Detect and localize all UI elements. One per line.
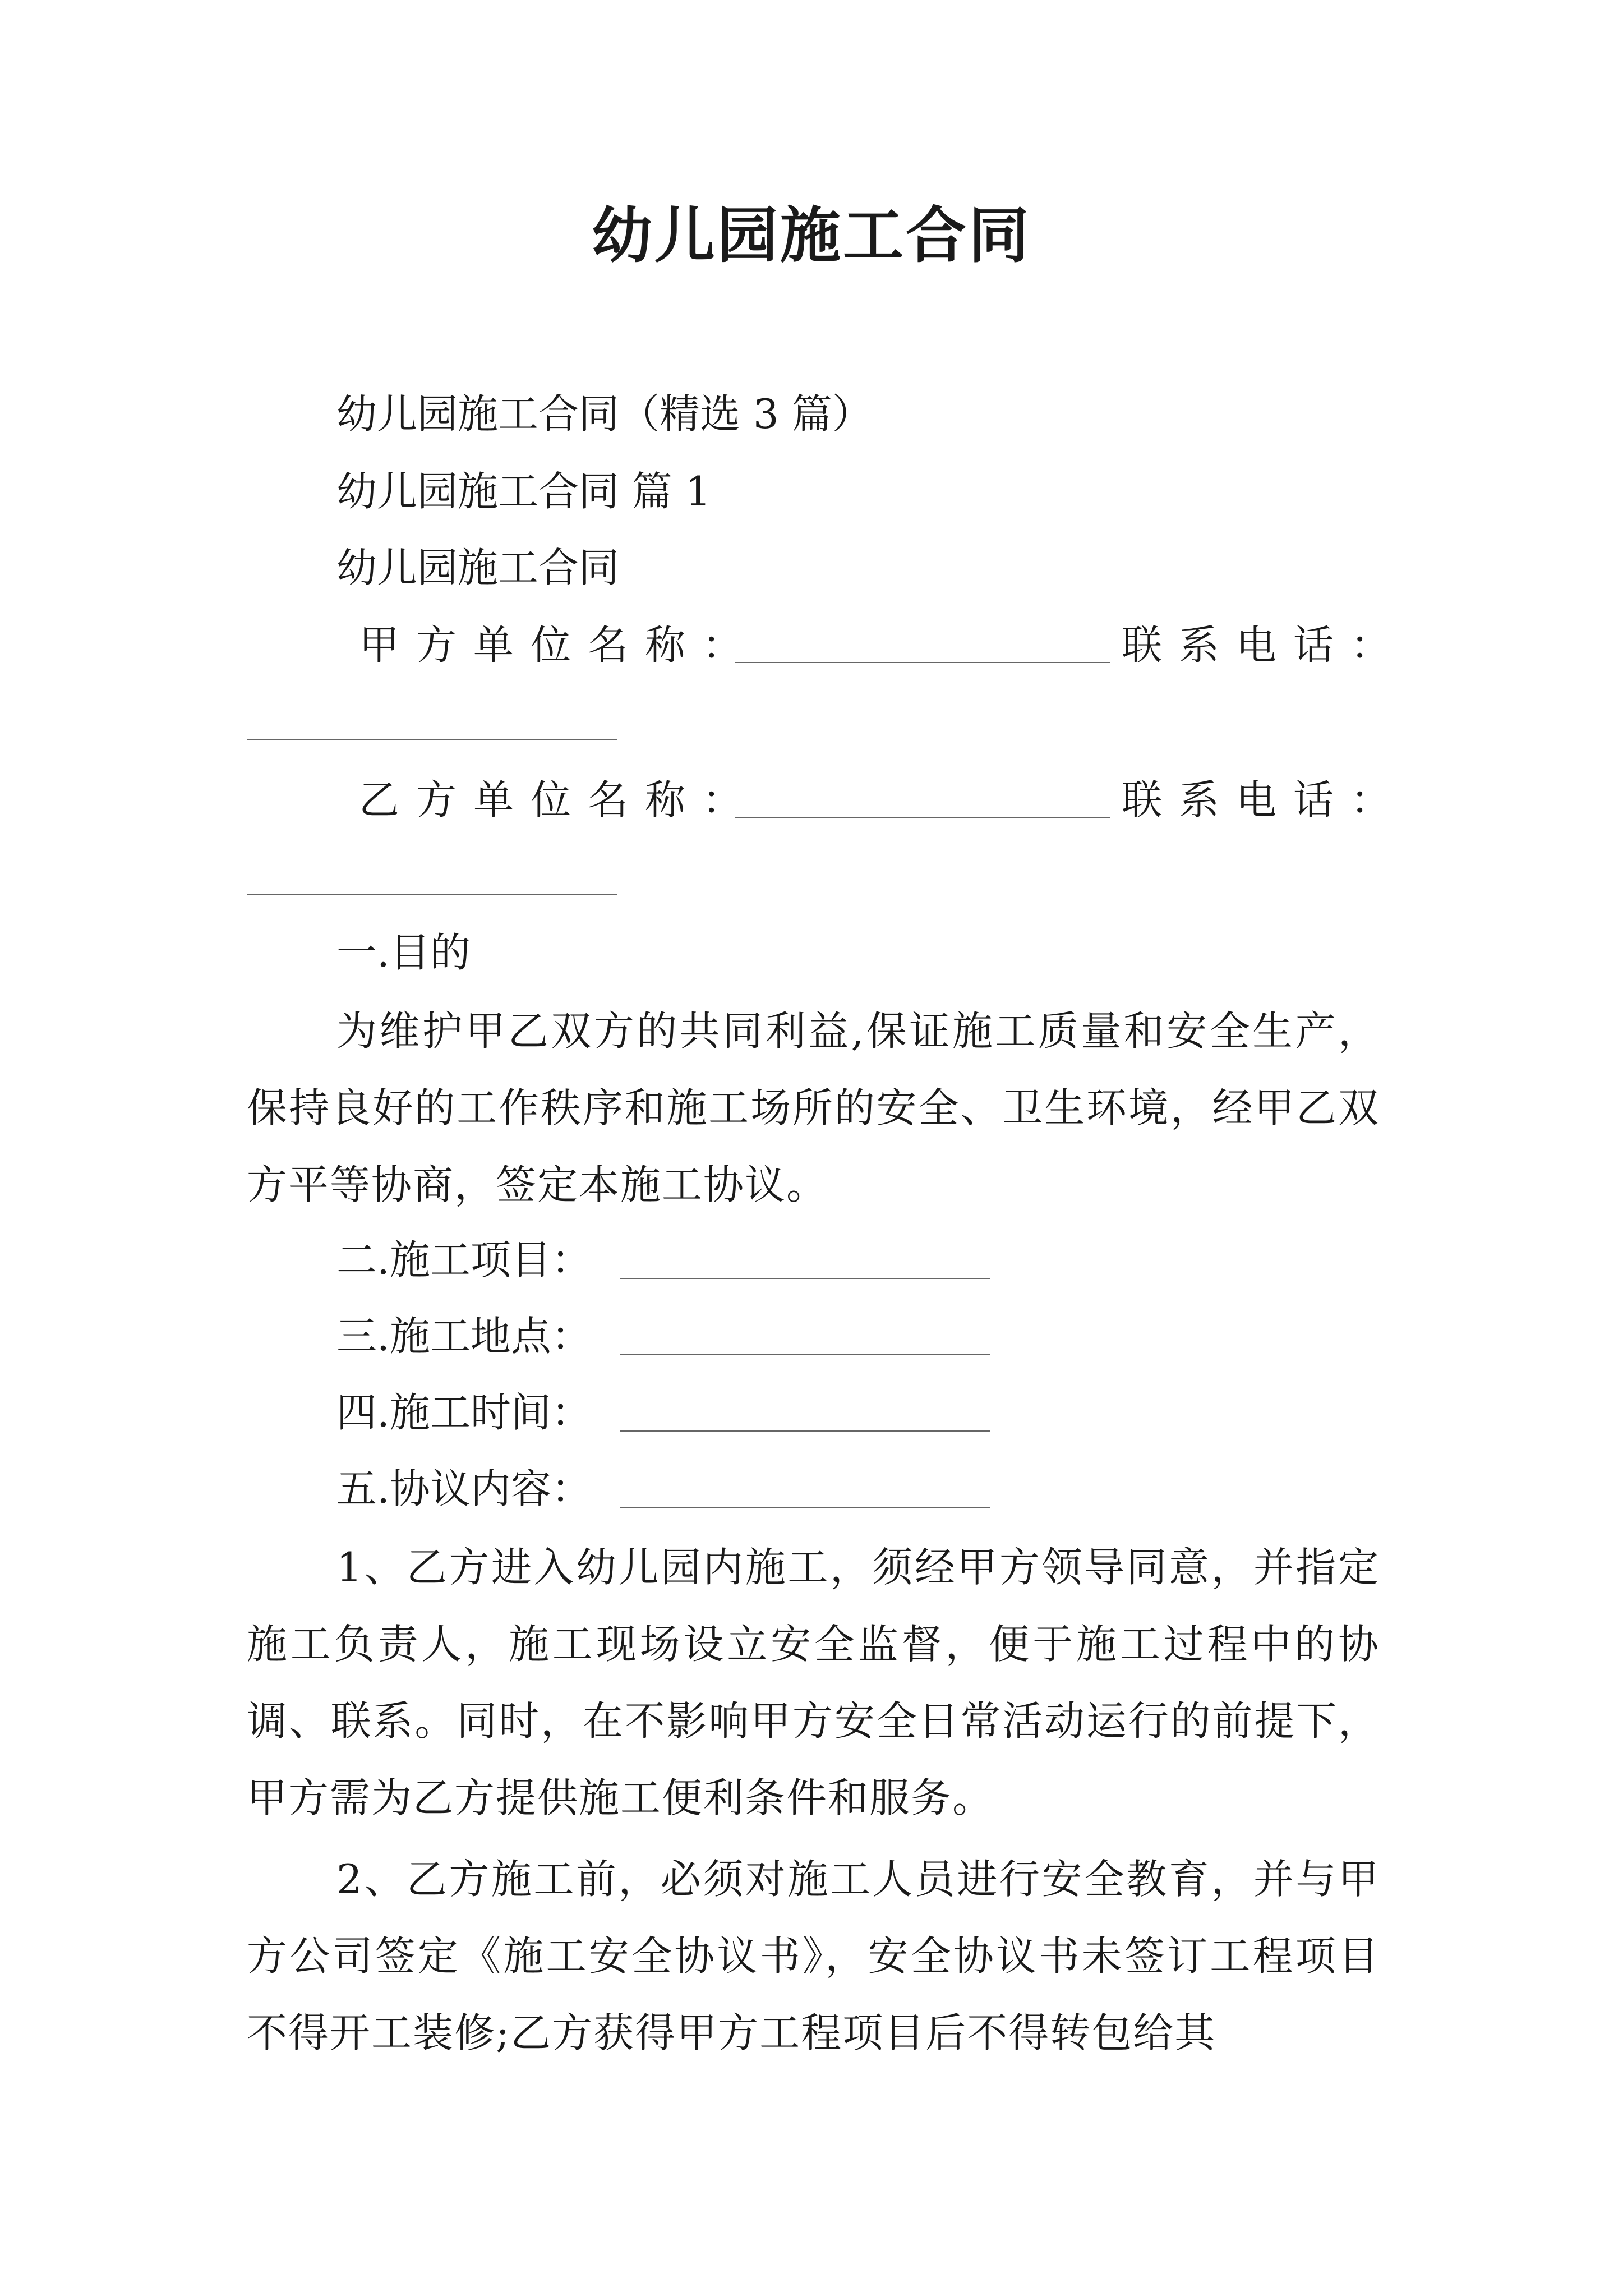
section-subheading: 幼儿园施工合同 <box>336 544 620 591</box>
party-a-phone-label: 联系电话： <box>1122 622 1408 669</box>
party-a-name-blank <box>735 662 1110 663</box>
clause-2-blank <box>620 1278 990 1279</box>
item-2-paragraph: 2、乙方施工前，必须对施工人员进行安全教育，并与甲方公司签定《施工安全协议书》，安全协议书未签订工程项目不得开工装修;乙方获得甲方工程项目后不得转包给其 <box>247 1856 1380 2056</box>
clause-4-label: 四.施工时间： <box>336 1389 592 1436</box>
party-a-phone-blank <box>247 739 617 740</box>
clause-3-blank <box>620 1354 990 1355</box>
clause-1-body: 为维护甲乙双方的共同利益,保证施工质量和安全生产，保持良好的工作秩序和施工场所的安全、卫生环境，经甲乙双方平等协商，签定本施工协议。 <box>247 1007 1380 1208</box>
party-a-name-label: 甲方单位名称： <box>359 622 760 669</box>
clause-4-blank <box>620 1430 990 1432</box>
clause-2-label: 二.施工项目： <box>336 1236 592 1283</box>
clause-5-label: 五.协议内容： <box>336 1465 592 1512</box>
item-1-paragraph: 1、乙方进入幼儿园内施工，须经甲方领导同意，并指定施工负责人，施工现场设立安全监督，便于施工过程中的协调、联系。同时，在不影响甲方安全日常活动运行的前提下，甲方需为乙方提供施工便利条件和服务。 <box>247 1544 1380 1821</box>
clause-1-heading: 一.目的 <box>336 929 471 976</box>
party-b-phone-blank <box>247 894 617 895</box>
clause-5-blank <box>620 1507 990 1508</box>
document-subtitle: 幼儿园施工合同（精选 3 篇） <box>336 390 873 438</box>
party-b-name-label: 乙方单位名称： <box>359 776 760 823</box>
section-heading: 幼儿园施工合同 篇 1 <box>336 468 711 515</box>
party-b-phone-label: 联系电话： <box>1122 776 1408 823</box>
document-title: 幼儿园施工合同 <box>591 200 1031 271</box>
clause-3-label: 三.施工地点： <box>336 1313 592 1360</box>
party-b-name-blank <box>735 817 1110 818</box>
